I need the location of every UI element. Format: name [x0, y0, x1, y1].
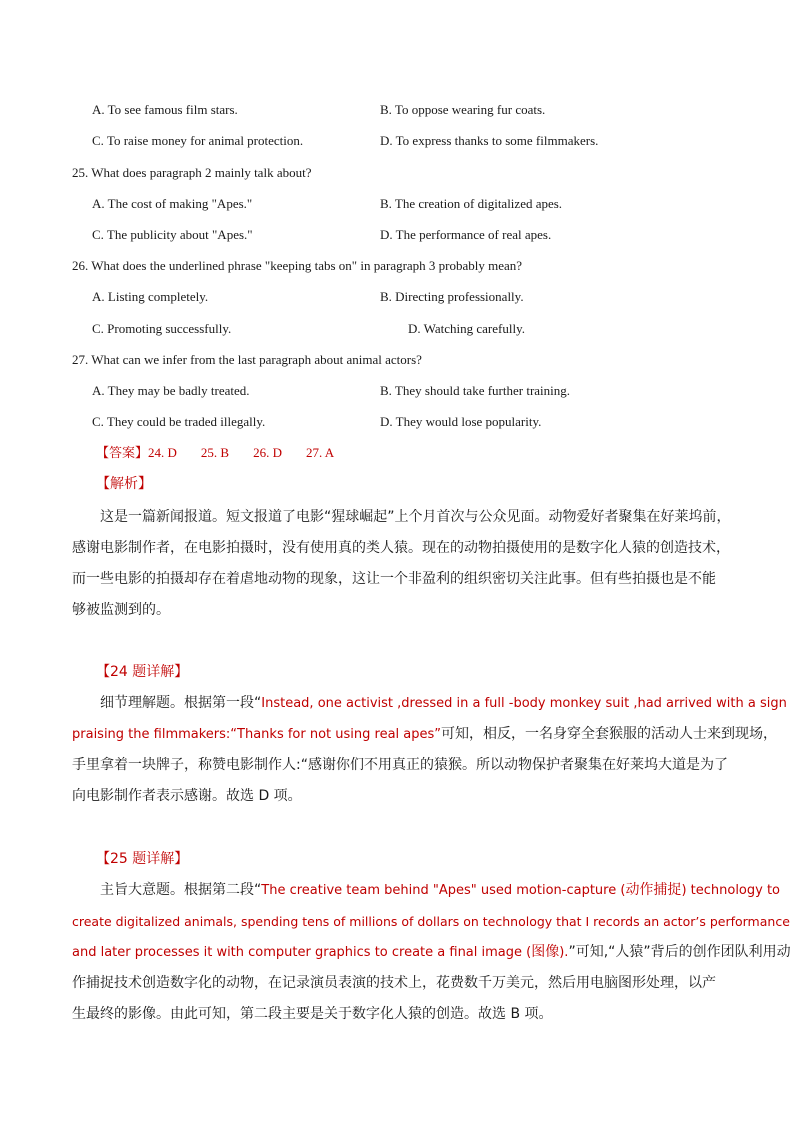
detail-25-quote: ) technology to [681, 883, 781, 898]
q25-option-a: A. The cost of making "Apes." [92, 196, 253, 211]
detail-24-text: 可知，相反，一名身穿全套猴服的活动人士来到现场， [441, 726, 778, 742]
analysis-line: 这是一篇新闻报道。短文报道了电影“猩球崛起”上个月首次与公众见面。动物爱好者聚集在好莱坞前， [100, 509, 731, 525]
answer-27: 27. A [305, 445, 335, 460]
analysis-line: 够被监测到的。 [72, 602, 170, 618]
q27-option-b: B. They should take further training. [380, 383, 571, 398]
detail-25-label: 【25 题详解】 [96, 851, 189, 867]
detail-24-line-1 [100, 688, 787, 719]
detail-25-line-5: 生最终的影像。由此可知，第二段主要是关于数字化人猿的创造。故选 B 项。 [72, 1006, 553, 1022]
q25-option-d: D. The performance of real apes. [380, 227, 552, 242]
q26-option-b: B. Directing professionally. [380, 289, 524, 304]
detail-25-text: 主旨大意题。根据第二段“ [100, 882, 262, 898]
detail-24-label: 【24 题详解】 [96, 664, 189, 680]
answer-line [96, 445, 334, 462]
detail-25-line-3 [72, 937, 791, 968]
answer-25: 25. B [200, 445, 230, 460]
q24-option-b: B. To oppose wearing fur coats. [380, 102, 546, 117]
detail-25-quote: The creative team behind "Apes" used motion-capture ( [261, 883, 626, 898]
detail-24-line-4: 向电影制作者表示感谢。故选 D 项。 [72, 788, 302, 804]
q25-option-c: C. The publicity about "Apes." [92, 227, 253, 242]
detail-24-quote: Instead, one activist ,dressed in a full -body monkey suit ,had arrived with a sign [261, 696, 787, 711]
q25-option-b: B. The creation of digitalized apes. [380, 196, 563, 211]
detail-25-line-4: 作捕捉技术创造数字化的动物，在记录演员表演的技术上，花费数千万美元，然后用电脑图形处理，以产 [72, 975, 716, 991]
q26-option-d: D. Watching carefully. [408, 321, 525, 336]
detail-25-quote: ). [559, 945, 569, 960]
analysis-line: 感谢电影制作者，在电影拍摄时，没有使用真的类人猿。现在的动物拍摄使用的是数字化人猿的创造技术， [72, 540, 730, 556]
answer-26: 26. D [253, 445, 282, 460]
detail-24-line-3: 手里拿着一块牌子，称赞电影制作人:“感谢你们不用真正的猿猴。所以动物保护者聚集在好莱坞大道是为了 [72, 757, 728, 773]
q26-option-c: C. Promoting successfully. [92, 321, 232, 336]
q24-option-c: C. To raise money for animal protection. [92, 133, 304, 148]
q26-stem: 26. What does the underlined phrase "keeping tabs on" in paragraph 3 probably mean? [72, 258, 523, 273]
analysis-label: 【解析】 [96, 476, 152, 492]
answer-24: 24. D [148, 445, 177, 460]
detail-24-quote: praising the filmmakers:“Thanks for not using real apes” [72, 727, 442, 742]
detail-24-text: 细节理解题。根据第一段“ [100, 695, 262, 711]
q24-option-a: A. To see famous film stars. [92, 102, 238, 117]
q25-stem: 25. What does paragraph 2 mainly talk about? [72, 165, 312, 180]
q27-option-c: C. They could be traded illegally. [92, 414, 266, 429]
detail-24-line-2 [72, 719, 777, 750]
detail-25-line-1 [100, 875, 780, 906]
q26-option-a: A. Listing completely. [92, 289, 209, 304]
detail-25-text: ”可知,“人猿”背后的创作团队利用动 [568, 944, 791, 960]
detail-25-quote: 图像 [531, 944, 560, 960]
q27-option-d: D. They would lose popularity. [380, 414, 542, 429]
q27-option-a: A. They may be badly treated. [92, 383, 250, 398]
detail-25-quote: and later processes it with computer graphics to create a final image ( [72, 945, 532, 960]
q24-option-d: D. To express thanks to some filmmakers. [380, 133, 599, 148]
detail-25-quote: 动作捕捉 [625, 882, 682, 898]
q27-stem: 27. What can we infer from the last paragraph about animal actors? [72, 352, 422, 367]
answer-label: 【答案】 [96, 446, 149, 461]
analysis-line: 而一些电影的拍摄却存在着虐地动物的现象，这让一个非盈利的组织密切关注此事。但有些拍摄也是不能 [72, 571, 716, 587]
detail-25-line-2: create digitalized animals, spending tens of millions of dollars on technology that I records an actor’s performance [72, 914, 790, 929]
